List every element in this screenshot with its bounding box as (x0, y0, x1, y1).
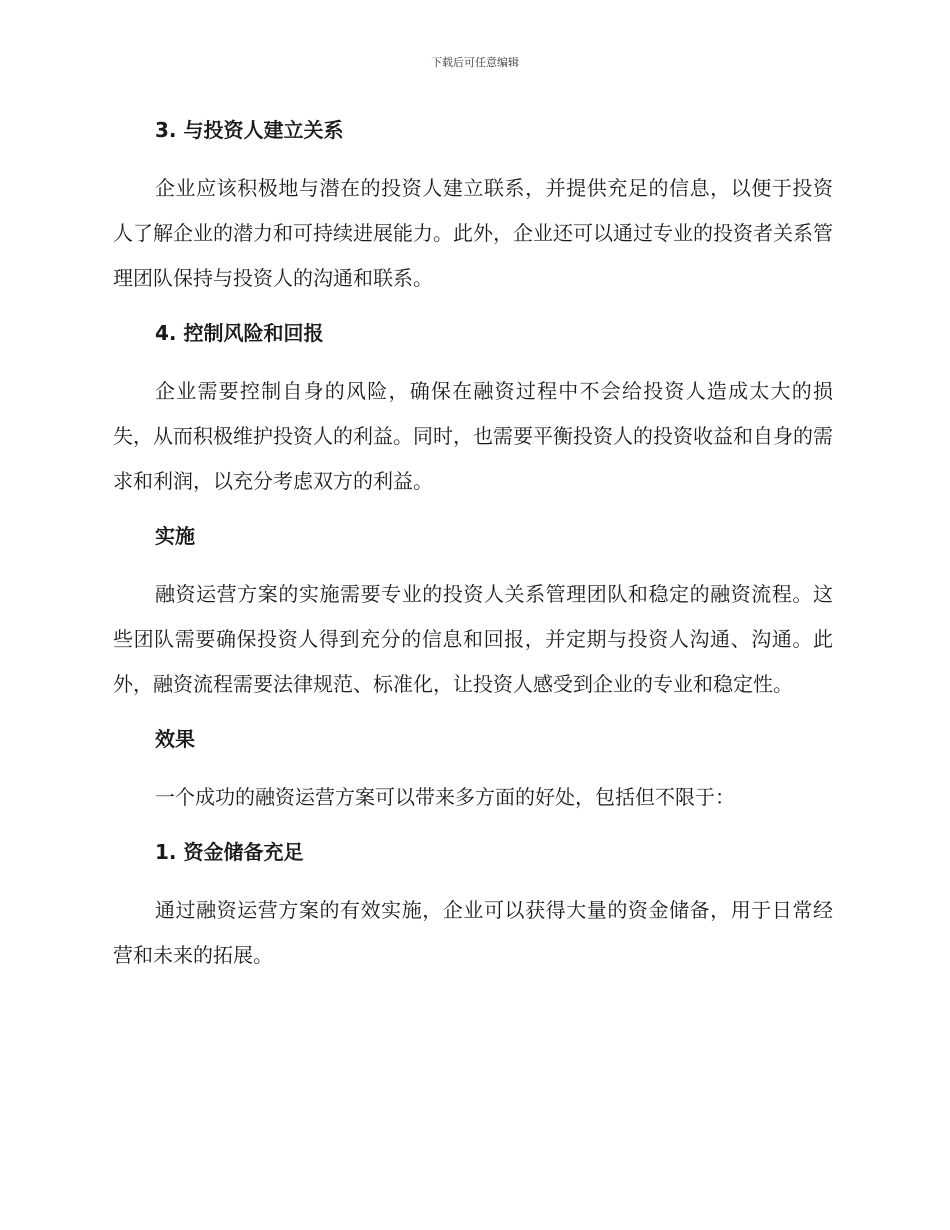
paragraph-risk-return: 企业需要控制自身的风险，确保在融资过程中不会给投资人造成太大的损失，从而积极维护投资人的利益。同时，也需要平衡投资人的投资收益和自身的需求和利润，以充分考虑双方的利益。 (113, 379, 833, 493)
section-heading-risk-return: 4. 控制风险和回报 (155, 321, 324, 345)
document-body (113, 112, 833, 992)
section-heading-effects: 效果 (155, 727, 195, 751)
section-heading-investor-relations: 3. 与投资人建立关系 (155, 118, 344, 142)
paragraph-investor-relations: 企业应该积极地与潜在的投资人建立联系，并提供充足的信息，以便于投资人了解企业的潜力和可持续进展能力。此外，企业还可以通过专业的投资者关系管理团队保持与投资人的沟通和联系。 (113, 176, 833, 290)
paragraph-implementation: 融资运营方案的实施需要专业的投资人关系管理团队和稳定的融资流程。这些团队需要确保投资人得到充分的信息和回报，并定期与投资人沟通、沟通。此外，融资流程需要法律规范、标准化，让投资人感受到企业的专业和稳定性。 (113, 582, 833, 696)
paragraph-capital-reserve: 通过融资运营方案的有效实施，企业可以获得大量的资金储备，用于日常经营和未来的拓展。 (113, 898, 833, 967)
section-heading-capital-reserve: 1. 资金储备充足 (155, 840, 304, 864)
page-header-note: 下载后可任意编辑 (431, 56, 519, 69)
section-heading-implementation: 实施 (155, 524, 195, 548)
paragraph-effects: 一个成功的融资运营方案可以带来多方面的好处，包括但不限于： (155, 785, 735, 809)
